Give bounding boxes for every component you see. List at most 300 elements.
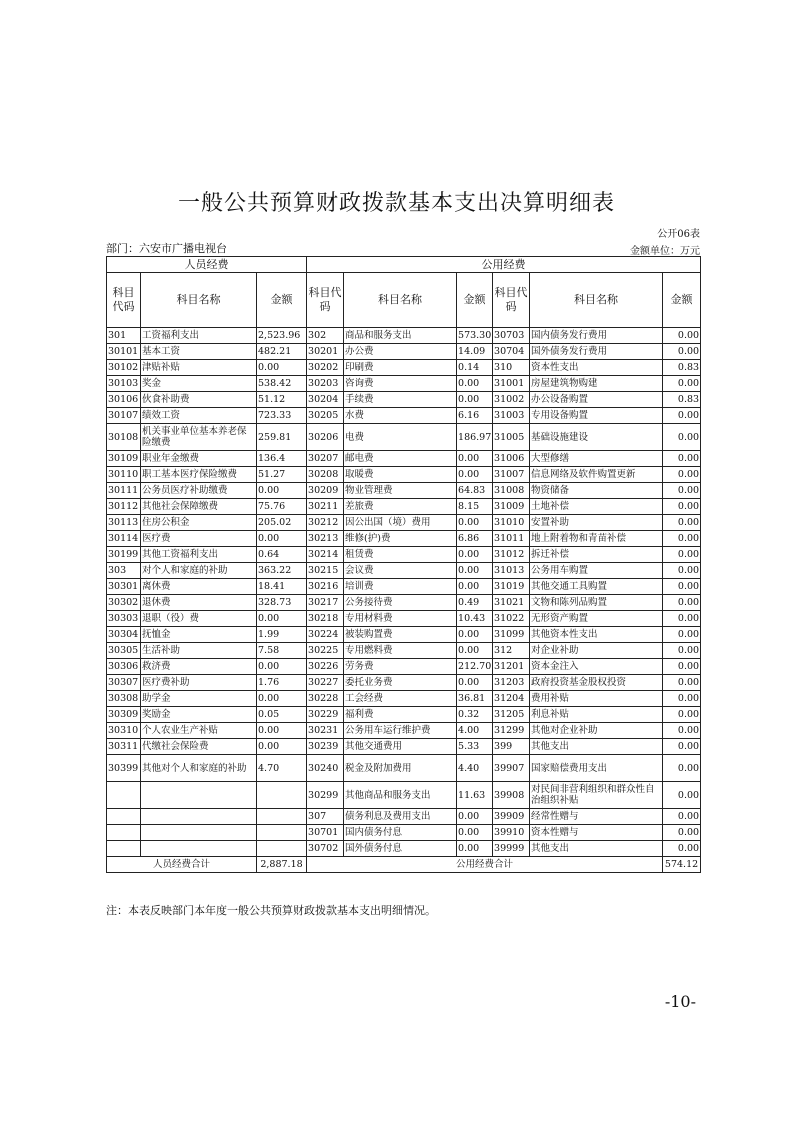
code-cell: 30305 bbox=[107, 643, 141, 659]
amount-cell: 0.00 bbox=[663, 841, 701, 857]
name-cell: 对企业补助 bbox=[530, 643, 663, 659]
amount-cell: 538.42 bbox=[257, 376, 307, 392]
code-cell: 30228 bbox=[307, 691, 344, 707]
name-cell: 其他工资福利支出 bbox=[141, 547, 257, 563]
name-cell: 办公费 bbox=[344, 344, 457, 360]
name-cell: 资本性赠与 bbox=[530, 825, 663, 841]
name-cell: 被装购置费 bbox=[344, 627, 457, 643]
amount-cell: 0.14 bbox=[457, 360, 493, 376]
code-cell: 30209 bbox=[307, 483, 344, 499]
code-cell: 31001 bbox=[493, 376, 530, 392]
code-cell: 31204 bbox=[493, 691, 530, 707]
code-cell: 30308 bbox=[107, 691, 141, 707]
name-cell: 国外债务付息 bbox=[344, 841, 457, 857]
code-cell: 30203 bbox=[307, 376, 344, 392]
amount-cell: 0.00 bbox=[457, 467, 493, 483]
code-cell: 30202 bbox=[307, 360, 344, 376]
name-cell: 公务接待费 bbox=[344, 595, 457, 611]
total-public-label: 公用经费合计 bbox=[307, 857, 663, 873]
name-cell: 大型修缮 bbox=[530, 451, 663, 467]
amount-cell: 0.64 bbox=[257, 547, 307, 563]
name-cell: 会议费 bbox=[344, 563, 457, 579]
code-cell: 30240 bbox=[307, 755, 344, 782]
amount-cell: 0.00 bbox=[457, 643, 493, 659]
code-cell: 30216 bbox=[307, 579, 344, 595]
amount-cell: 573.30 bbox=[457, 328, 493, 344]
code-cell: 31099 bbox=[493, 627, 530, 643]
name-cell: 国家赔偿费用支出 bbox=[530, 755, 663, 782]
amount-cell: 0.00 bbox=[457, 841, 493, 857]
name-cell: 差旅费 bbox=[344, 499, 457, 515]
amount-cell: 0.00 bbox=[457, 547, 493, 563]
name-cell: 其他对企业补助 bbox=[530, 723, 663, 739]
amount-cell: 0.00 bbox=[663, 739, 701, 755]
table-row bbox=[107, 627, 701, 643]
code-cell: 30224 bbox=[307, 627, 344, 643]
column-header-amount: 金额 bbox=[257, 273, 307, 328]
code-cell: 31012 bbox=[493, 547, 530, 563]
code-cell: 31002 bbox=[493, 392, 530, 408]
amount-cell: 0.00 bbox=[663, 627, 701, 643]
amount-cell: 7.58 bbox=[257, 643, 307, 659]
amount-cell: 18.41 bbox=[257, 579, 307, 595]
name-cell: 邮电费 bbox=[344, 451, 457, 467]
amount-cell: 0.00 bbox=[663, 451, 701, 467]
column-header-amount: 金额 bbox=[663, 273, 701, 328]
amount-cell: 0.49 bbox=[457, 595, 493, 611]
amount-cell bbox=[257, 782, 307, 809]
code-cell: 31021 bbox=[493, 595, 530, 611]
name-cell: 对民间非营利组织和群众性自治组织补贴 bbox=[530, 782, 663, 809]
name-cell: 委托业务费 bbox=[344, 675, 457, 691]
amount-cell: 51.12 bbox=[257, 392, 307, 408]
code-cell: 31010 bbox=[493, 515, 530, 531]
amount-cell: 4.40 bbox=[457, 755, 493, 782]
code-cell: 30212 bbox=[307, 515, 344, 531]
name-cell: 物资储备 bbox=[530, 483, 663, 499]
name-cell: 电费 bbox=[344, 424, 457, 451]
amount-cell: 0.00 bbox=[457, 563, 493, 579]
name-cell bbox=[141, 809, 257, 825]
amount-cell: 0.00 bbox=[663, 408, 701, 424]
amount-cell: 0.00 bbox=[663, 579, 701, 595]
total-personnel-value: 2,887.18 bbox=[257, 857, 307, 873]
amount-cell bbox=[257, 825, 307, 841]
code-cell: 30226 bbox=[307, 659, 344, 675]
code-cell: 31201 bbox=[493, 659, 530, 675]
table-row bbox=[107, 467, 701, 483]
name-cell: 租赁费 bbox=[344, 547, 457, 563]
name-cell: 职工基本医疗保险缴费 bbox=[141, 467, 257, 483]
column-header-code: 科目代码 bbox=[307, 273, 344, 328]
amount-cell: 723.33 bbox=[257, 408, 307, 424]
code-cell bbox=[107, 841, 141, 857]
table-row bbox=[107, 809, 701, 825]
amount-cell: 0.00 bbox=[663, 707, 701, 723]
expenditure-table bbox=[106, 256, 701, 873]
amount-cell: 0.00 bbox=[257, 723, 307, 739]
name-cell: 抚恤金 bbox=[141, 627, 257, 643]
name-cell bbox=[141, 841, 257, 857]
name-cell: 办公设备购置 bbox=[530, 392, 663, 408]
name-cell: 无形资产购置 bbox=[530, 611, 663, 627]
code-cell: 30303 bbox=[107, 611, 141, 627]
table-row bbox=[107, 424, 701, 451]
amount-cell: 11.63 bbox=[457, 782, 493, 809]
code-cell: 30304 bbox=[107, 627, 141, 643]
table-row bbox=[107, 707, 701, 723]
code-cell: 30218 bbox=[307, 611, 344, 627]
code-cell: 30702 bbox=[307, 841, 344, 857]
code-cell: 302 bbox=[307, 328, 344, 344]
name-cell: 其他商品和服务支出 bbox=[344, 782, 457, 809]
name-cell: 基本工资 bbox=[141, 344, 257, 360]
name-cell: 费用补贴 bbox=[530, 691, 663, 707]
table-row bbox=[107, 739, 701, 755]
code-cell: 30309 bbox=[107, 707, 141, 723]
code-cell: 312 bbox=[493, 643, 530, 659]
name-cell: 助学金 bbox=[141, 691, 257, 707]
column-header-name: 科目名称 bbox=[344, 273, 457, 328]
code-cell: 31007 bbox=[493, 467, 530, 483]
code-cell bbox=[107, 825, 141, 841]
code-cell bbox=[107, 782, 141, 809]
code-cell: 30213 bbox=[307, 531, 344, 547]
table-row bbox=[107, 451, 701, 467]
page-number: -10- bbox=[664, 992, 696, 1011]
amount-cell: 0.00 bbox=[663, 723, 701, 739]
name-cell: 政府投资基金股权投资 bbox=[530, 675, 663, 691]
code-cell: 30107 bbox=[107, 408, 141, 424]
amount-cell: 0.05 bbox=[257, 707, 307, 723]
amount-cell: 0.00 bbox=[663, 595, 701, 611]
amount-cell: 0.00 bbox=[663, 825, 701, 841]
amount-cell: 0.32 bbox=[457, 707, 493, 723]
code-cell: 30299 bbox=[307, 782, 344, 809]
name-cell: 印刷费 bbox=[344, 360, 457, 376]
code-cell: 30227 bbox=[307, 675, 344, 691]
table-row bbox=[107, 392, 701, 408]
code-cell: 30704 bbox=[493, 344, 530, 360]
name-cell: 劳务费 bbox=[344, 659, 457, 675]
code-cell: 30399 bbox=[107, 755, 141, 782]
amount-cell: 0.00 bbox=[457, 376, 493, 392]
code-cell: 31203 bbox=[493, 675, 530, 691]
name-cell: 医疗费 bbox=[141, 531, 257, 547]
amount-cell: 36.81 bbox=[457, 691, 493, 707]
amount-cell: 259.81 bbox=[257, 424, 307, 451]
code-cell: 30103 bbox=[107, 376, 141, 392]
amount-unit-label: 金额单位：万元 bbox=[630, 246, 700, 257]
code-cell: 30110 bbox=[107, 467, 141, 483]
amount-cell: 0.00 bbox=[457, 451, 493, 467]
column-header-name: 科目名称 bbox=[530, 273, 663, 328]
amount-cell: 205.02 bbox=[257, 515, 307, 531]
amount-cell: 6.86 bbox=[457, 531, 493, 547]
name-cell: 咨询费 bbox=[344, 376, 457, 392]
code-cell: 30231 bbox=[307, 723, 344, 739]
name-cell: 手续费 bbox=[344, 392, 457, 408]
table-row bbox=[107, 360, 701, 376]
code-cell: 30225 bbox=[307, 643, 344, 659]
amount-cell: 0.00 bbox=[257, 531, 307, 547]
table-row bbox=[107, 755, 701, 782]
name-cell: 其他支出 bbox=[530, 739, 663, 755]
table-row bbox=[107, 643, 701, 659]
name-cell: 其他社会保障缴费 bbox=[141, 499, 257, 515]
amount-cell: 10.43 bbox=[457, 611, 493, 627]
amount-cell: 51.27 bbox=[257, 467, 307, 483]
amount-cell: 0.00 bbox=[457, 825, 493, 841]
name-cell bbox=[141, 782, 257, 809]
table-row bbox=[107, 825, 701, 841]
name-cell: 经常性赠与 bbox=[530, 809, 663, 825]
amount-cell: 0.00 bbox=[663, 467, 701, 483]
code-cell: 30302 bbox=[107, 595, 141, 611]
amount-cell: 0.00 bbox=[663, 563, 701, 579]
code-cell: 39999 bbox=[493, 841, 530, 857]
amount-cell: 4.00 bbox=[457, 723, 493, 739]
code-cell: 399 bbox=[493, 739, 530, 755]
name-cell: 国内债务发行费用 bbox=[530, 328, 663, 344]
table-row bbox=[107, 515, 701, 531]
code-cell: 30112 bbox=[107, 499, 141, 515]
amount-cell: 0.00 bbox=[663, 376, 701, 392]
code-cell: 30239 bbox=[307, 739, 344, 755]
name-cell: 机关事业单位基本养老保险缴费 bbox=[141, 424, 257, 451]
amount-cell: 0.00 bbox=[257, 739, 307, 755]
amount-cell: 0.00 bbox=[663, 424, 701, 451]
code-cell: 31006 bbox=[493, 451, 530, 467]
code-cell: 30106 bbox=[107, 392, 141, 408]
amount-cell: 0.00 bbox=[257, 360, 307, 376]
amount-cell: 0.00 bbox=[663, 531, 701, 547]
table-row bbox=[107, 499, 701, 515]
code-cell: 30111 bbox=[107, 483, 141, 499]
name-cell: 地上附着物和青苗补偿 bbox=[530, 531, 663, 547]
amount-cell: 0.00 bbox=[663, 643, 701, 659]
amount-cell: 0.00 bbox=[663, 659, 701, 675]
table-row bbox=[107, 376, 701, 392]
code-cell: 30199 bbox=[107, 547, 141, 563]
name-cell: 离休费 bbox=[141, 579, 257, 595]
amount-cell: 363.22 bbox=[257, 563, 307, 579]
code-cell: 30102 bbox=[107, 360, 141, 376]
amount-cell: 4.70 bbox=[257, 755, 307, 782]
amount-cell: 0.00 bbox=[257, 483, 307, 499]
name-cell: 工资福利支出 bbox=[141, 328, 257, 344]
name-cell: 基础设施建设 bbox=[530, 424, 663, 451]
code-cell: 31299 bbox=[493, 723, 530, 739]
code-cell: 30205 bbox=[307, 408, 344, 424]
amount-cell: 136.4 bbox=[257, 451, 307, 467]
amount-cell: 0.00 bbox=[663, 344, 701, 360]
amount-cell: 1.76 bbox=[257, 675, 307, 691]
amount-cell: 0.83 bbox=[663, 360, 701, 376]
code-cell: 301 bbox=[107, 328, 141, 344]
amount-cell: 6.16 bbox=[457, 408, 493, 424]
name-cell: 专用材料费 bbox=[344, 611, 457, 627]
name-cell bbox=[141, 825, 257, 841]
table-row bbox=[107, 547, 701, 563]
code-cell: 30101 bbox=[107, 344, 141, 360]
amount-cell: 14.09 bbox=[457, 344, 493, 360]
table-row bbox=[107, 611, 701, 627]
code-cell: 310 bbox=[493, 360, 530, 376]
code-cell: 30307 bbox=[107, 675, 141, 691]
amount-cell: 0.00 bbox=[257, 659, 307, 675]
name-cell: 拆迁补偿 bbox=[530, 547, 663, 563]
table-row bbox=[107, 595, 701, 611]
name-cell: 信息网络及软件购置更新 bbox=[530, 467, 663, 483]
code-cell: 39907 bbox=[493, 755, 530, 782]
name-cell: 绩效工资 bbox=[141, 408, 257, 424]
name-cell: 伙食补助费 bbox=[141, 392, 257, 408]
name-cell: 救济费 bbox=[141, 659, 257, 675]
name-cell: 专用设备购置 bbox=[530, 408, 663, 424]
department-label: 部门：六安市广播电视台 bbox=[106, 242, 227, 255]
code-cell: 31011 bbox=[493, 531, 530, 547]
code-cell: 30215 bbox=[307, 563, 344, 579]
name-cell: 奖金 bbox=[141, 376, 257, 392]
code-cell: 30311 bbox=[107, 739, 141, 755]
name-cell: 福利费 bbox=[344, 707, 457, 723]
code-cell: 31205 bbox=[493, 707, 530, 723]
name-cell: 培训费 bbox=[344, 579, 457, 595]
column-header-name: 科目名称 bbox=[141, 273, 257, 328]
amount-cell: 0.00 bbox=[257, 611, 307, 627]
amount-cell: 0.00 bbox=[663, 328, 701, 344]
amount-cell bbox=[257, 809, 307, 825]
group-header-personnel: 人员经费 bbox=[107, 257, 307, 273]
name-cell: 其他交通费用 bbox=[344, 739, 457, 755]
name-cell: 文物和陈列品购置 bbox=[530, 595, 663, 611]
code-cell: 31003 bbox=[493, 408, 530, 424]
code-cell: 30701 bbox=[307, 825, 344, 841]
name-cell: 税金及附加费用 bbox=[344, 755, 457, 782]
name-cell: 住房公积金 bbox=[141, 515, 257, 531]
amount-cell: 328.73 bbox=[257, 595, 307, 611]
table-row bbox=[107, 328, 701, 344]
code-cell bbox=[107, 809, 141, 825]
code-cell: 39910 bbox=[493, 825, 530, 841]
code-cell: 30204 bbox=[307, 392, 344, 408]
code-cell: 30201 bbox=[307, 344, 344, 360]
name-cell: 水费 bbox=[344, 408, 457, 424]
amount-cell: 186.97 bbox=[457, 424, 493, 451]
table-row bbox=[107, 563, 701, 579]
amount-cell: 0.00 bbox=[663, 675, 701, 691]
code-cell: 303 bbox=[107, 563, 141, 579]
amount-cell: 0.00 bbox=[457, 515, 493, 531]
name-cell: 其他资本性支出 bbox=[530, 627, 663, 643]
amount-cell: 75.76 bbox=[257, 499, 307, 515]
code-cell: 31009 bbox=[493, 499, 530, 515]
code-cell: 31008 bbox=[493, 483, 530, 499]
code-cell: 31005 bbox=[493, 424, 530, 451]
name-cell: 公务用车购置 bbox=[530, 563, 663, 579]
code-cell: 31013 bbox=[493, 563, 530, 579]
table-row bbox=[107, 579, 701, 595]
footnote: 注：本表反映部门本年度一般公共预算财政拨款基本支出明细情况。 bbox=[106, 904, 436, 917]
name-cell: 房屋建筑物购建 bbox=[530, 376, 663, 392]
amount-cell: 0.00 bbox=[457, 675, 493, 691]
code-cell: 30208 bbox=[307, 467, 344, 483]
code-cell: 30229 bbox=[307, 707, 344, 723]
group-header-public: 公用经费 bbox=[307, 257, 701, 273]
table-row bbox=[107, 691, 701, 707]
amount-cell: 0.00 bbox=[663, 611, 701, 627]
code-cell: 307 bbox=[307, 809, 344, 825]
page-title: 一般公共预算财政拨款基本支出决算明细表 bbox=[177, 191, 615, 216]
amount-cell: 0.00 bbox=[663, 499, 701, 515]
table-row bbox=[107, 675, 701, 691]
table-row bbox=[107, 782, 701, 809]
name-cell: 债务利息及费用支出 bbox=[344, 809, 457, 825]
amount-cell: 0.00 bbox=[457, 809, 493, 825]
code-cell: 30703 bbox=[493, 328, 530, 344]
amount-cell: 0.00 bbox=[457, 579, 493, 595]
code-cell: 30214 bbox=[307, 547, 344, 563]
name-cell: 津贴补贴 bbox=[141, 360, 257, 376]
name-cell: 取暖费 bbox=[344, 467, 457, 483]
code-cell: 30211 bbox=[307, 499, 344, 515]
table-row bbox=[107, 659, 701, 675]
code-cell: 30310 bbox=[107, 723, 141, 739]
name-cell: 专用燃料费 bbox=[344, 643, 457, 659]
amount-cell: 5.33 bbox=[457, 739, 493, 755]
name-cell: 物业管理费 bbox=[344, 483, 457, 499]
name-cell: 其他支出 bbox=[530, 841, 663, 857]
amount-cell: 8.15 bbox=[457, 499, 493, 515]
code-cell: 30113 bbox=[107, 515, 141, 531]
amount-cell: 482.21 bbox=[257, 344, 307, 360]
name-cell: 公务用车运行维护费 bbox=[344, 723, 457, 739]
name-cell: 其他交通工具购置 bbox=[530, 579, 663, 595]
amount-cell: 0.00 bbox=[663, 483, 701, 499]
amount-cell: 0.00 bbox=[663, 782, 701, 809]
name-cell: 公务员医疗补助缴费 bbox=[141, 483, 257, 499]
name-cell: 国外债务发行费用 bbox=[530, 344, 663, 360]
column-header-amount: 金额 bbox=[457, 273, 493, 328]
amount-cell: 0.00 bbox=[663, 547, 701, 563]
code-cell: 30217 bbox=[307, 595, 344, 611]
name-cell: 退休费 bbox=[141, 595, 257, 611]
code-cell: 30108 bbox=[107, 424, 141, 451]
name-cell: 安置补助 bbox=[530, 515, 663, 531]
name-cell: 医疗费补助 bbox=[141, 675, 257, 691]
amount-cell: 64.83 bbox=[457, 483, 493, 499]
name-cell: 职业年金缴费 bbox=[141, 451, 257, 467]
name-cell: 资本金注入 bbox=[530, 659, 663, 675]
total-public-value: 574.12 bbox=[663, 857, 701, 873]
amount-cell: 212.70 bbox=[457, 659, 493, 675]
table-row bbox=[107, 408, 701, 424]
code-cell: 30207 bbox=[307, 451, 344, 467]
amount-cell: 0.00 bbox=[257, 691, 307, 707]
amount-cell: 0.00 bbox=[663, 755, 701, 782]
code-cell: 30109 bbox=[107, 451, 141, 467]
table-row bbox=[107, 483, 701, 499]
code-cell: 30301 bbox=[107, 579, 141, 595]
name-cell: 资本性支出 bbox=[530, 360, 663, 376]
code-cell: 30206 bbox=[307, 424, 344, 451]
name-cell: 商品和服务支出 bbox=[344, 328, 457, 344]
code-cell: 39909 bbox=[493, 809, 530, 825]
amount-cell: 1.99 bbox=[257, 627, 307, 643]
name-cell: 代缴社会保险费 bbox=[141, 739, 257, 755]
amount-cell: 2,523.96 bbox=[257, 328, 307, 344]
